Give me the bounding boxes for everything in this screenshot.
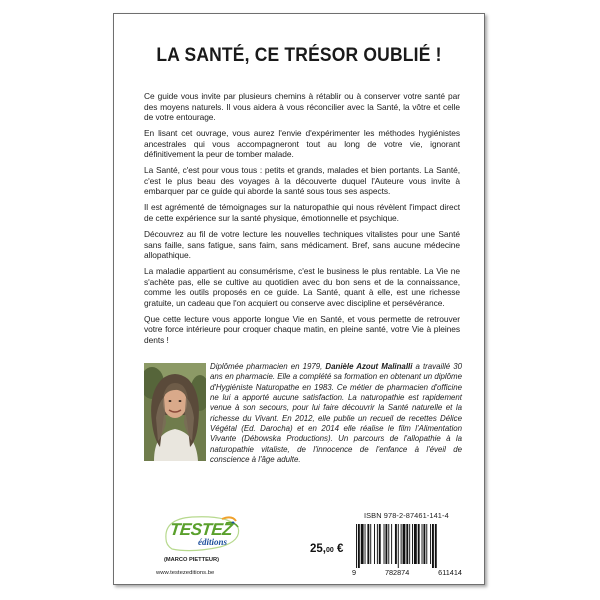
blurb-paragraph: Que cette lecture vous apporte longue Vie en Santé, et vous permette de retrouver votre force intérieure pour croquer chaque matin, en pleine santé, votre Vie à pleines dents ! [144,313,460,345]
blurb-paragraph: En lisant cet ouvrage, vous aurez l'envie d'expérimenter les méthodes hygiénistes ancestrales qui vous accompagneront tout au long de votre vie, ignorant définitivement la peur de tomber malade. [144,128,460,160]
barcode-bar [395,524,397,564]
author-photo [144,363,206,461]
blurb-paragraph: La Santé, c'est pour vous tous : petits et grands, malades et bien portants. La Santé, c'est le plus beau des voyages à la découverte duquel l'Auteure vous invite à embarquer par ce guide qui aborde la santé sous tous ses aspects. [144,165,460,197]
barcode-bar [418,524,420,564]
publisher-name: (MARCO PIETTEUR) [164,557,219,563]
price [310,543,343,555]
barcode-bar [358,524,360,568]
barcode-bar [403,524,406,564]
barcode-digit-group: 611414 [438,568,462,577]
barcode-bar [406,524,408,564]
isbn-barcode [352,524,462,568]
author-name: Danièle Azout Malinalli [325,362,413,371]
logo-word-editions: éditions [198,537,228,547]
blurb-paragraph: Il est agrémenté de témoignages sur la naturopathie qui nous révèlent l'impact direct de cette expérience sur la santé physique, émotionnelle et psychique. [144,202,460,223]
barcode-bar [422,524,423,564]
barcode-bar [374,524,375,564]
publisher-logo [162,511,242,557]
barcode-bar [379,524,381,564]
barcode-bar [430,524,431,564]
price-amount: 25, [310,543,326,555]
blurb-paragraph: La maladie appartient au consumérisme, c'est le business le plus rentable. La Vie ne s'achète pas, elle se cultive au quotidien avec du bon sens et de la connaissance, comme les outils proposés en ce guide. La Santé, quant à elle, est une richesse gratuite, un cadeau que l'on acquiert ou conserve avec discipline et persévérance. [144,266,460,308]
barcode-bar [423,524,425,564]
blurb-paragraph: Ce guide vous invite par plusieurs chemins à rétablir ou à conserver votre santé par des moyens naturels. Il vous aidera à vous réconcilier avec la Santé, la vôtre et celle de votre entourage. [144,91,460,123]
barcode-bar [370,524,371,564]
barcode-digits [352,568,462,577]
author-bio-body: a travaillé 30 ans en pharmacie. Elle a complété sa formation en obtenant un diplôme d'Hygiéniste Naturopathe en 1983. Ce métier de pharmacien d'officine ne lui a apporté aucune satisfaction. La naturopathie est rapidement venue à son secours, pour lui faire découvrir la Santé naturelle et la richesse du Vivant. En 2012, elle publie un recueil de recettes Délice Végétal (Ed. Darocha) et en 2014 elle réalise le film l'Alimentation Vivante (Débowska Productions). Un parcours de l'allopathie à la naturopathie vitaliste, de l'innocence de l'enfance à l'éveil de conscience à l'âge adulte. [210,362,463,465]
price-cents: 00 [326,547,334,554]
barcode-bar [432,524,434,568]
barcode-bar [412,524,413,564]
price-currency: € [337,543,344,555]
barcode-bar [391,524,392,564]
blurb [144,91,460,351]
barcode-bar [414,524,417,564]
book-title: LA SANTÉ, CE TRÉSOR OUBLIÉ ! [156,45,442,66]
barcode-bar [356,524,357,568]
barcode-digit-group: 9 [352,568,357,577]
author-portrait-illustration [144,363,206,461]
barcode-bar [377,524,378,564]
barcode-bar [426,524,427,564]
author-bio [210,362,462,465]
barcode-bar [435,524,437,568]
barcode-bar [398,524,399,568]
barcode-bar [409,524,410,564]
logo-word-testez: TESTEZ [169,520,234,539]
book-back-cover [113,13,485,585]
barcode-bar [361,524,364,564]
barcode-bar [365,524,366,564]
barcode-bar [367,524,369,564]
blurb-paragraph: Découvrez au fil de votre lecture les nouvelles techniques vitalistes pour une Santé sans faille, sans fatigue, sans faim, sans médicament. Bref, sans aucune médecine allopathique. [144,229,460,261]
barcode-bar [385,524,387,564]
publisher-website: www.testezeditions.be [156,570,215,576]
barcode-digit-group: 782874 [384,568,410,577]
isbn-label: ISBN 978-2-87461-141-4 [364,511,449,520]
barcode-bar [401,524,402,564]
barcode-bar [384,524,385,564]
author-bio-intro: Diplômée pharmacien en 1979, [210,362,326,371]
barcode-bar [388,524,389,564]
